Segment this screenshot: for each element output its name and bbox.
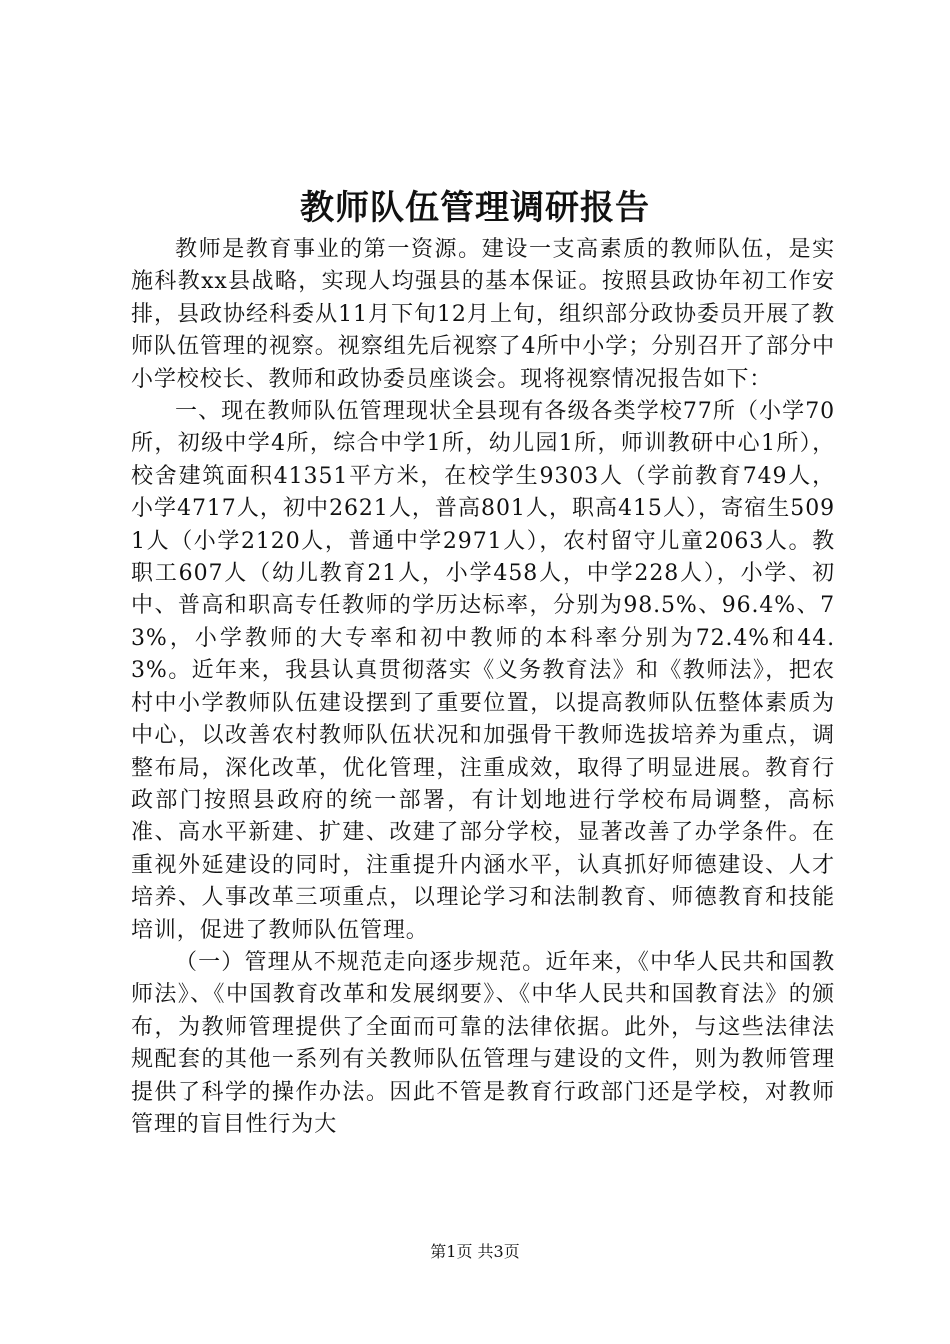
document-body [131,234,835,1141]
document-title: 教师队伍管理调研报告 [300,188,650,228]
page-number-footer: 第1页 共3页 [430,1242,520,1261]
paragraph-management-standardization: （一）管理从不规范走向逐步规范。近年来，《中华人民共和国教师法》、《中国教育改革和发展纲要》、《中华人民共和国教育法》的颁布，为教师管理提供了全面而可靠的法律依据。此外，与这些法律法规配套的其他一系列有关教师队伍管理与建设的文件，则为教师管理提供了科学的操作办法。因此不管是教育行政部门还是学校，对教师管理的盲目性行为大 [131,949,835,1137]
paragraph-current-status: 一、现在教师队伍管理现状全县现有各级各类学校77所（小学70所，初级中学4所，综合中学1所，幼儿园1所，师训教研中心1所），校舍建筑面积41351平方米，在校学生9303人（学前教育749人，小学4717人，初中2621人，普高801人，职高415人），寄宿生5091人（小学2120人，普通中学2971人），农村留守儿童2063人。教职工607人（幼儿教育21人，小学458人，中学228人），小学、初中、普高和职高专任教师的学历达标率，分别为98.5%、96.4%、73%，小学教师的大专率和初中教师的本科率分别为72.4%和44.3%。近年来，我县认真贯彻落实《义务教育法》和《教师法》，把农村中小学教师队伍建设摆到了重要位置，以提高教师队伍整体素质为中心，以改善农村教师队伍状况和加强骨干教师选拔培养为重点，调整布局，深化改革，优化管理，注重成效，取得了明显进展。教育行政部门按照县政府的统一部署，有计划地进行学校布局调整，高标准、高水平新建、扩建、改建了部分学校，显著改善了办学条件。在重视外延建设的同时，注重提升内涵水平，认真抓好师德建设、人才培养、人事改革三项重点，以理论学习和法制教育、师德教育和技能培训，促进了教师队伍管理。 [131,399,835,943]
paragraph-intro: 教师是教育事业的第一资源。建设一支高素质的教师队伍，是实施科教xx县战略，实现人均强县的基本保证。按照县政协年初工作安排，县政协经科委从11月下旬12月上旬，组织部分政协委员开展了教师队伍管理的视察。视察组先后视察了4所中小学；分别召开了部分中小学校校长、教师和政协委员座谈会。现将视察情况报告如下： [131,237,835,392]
